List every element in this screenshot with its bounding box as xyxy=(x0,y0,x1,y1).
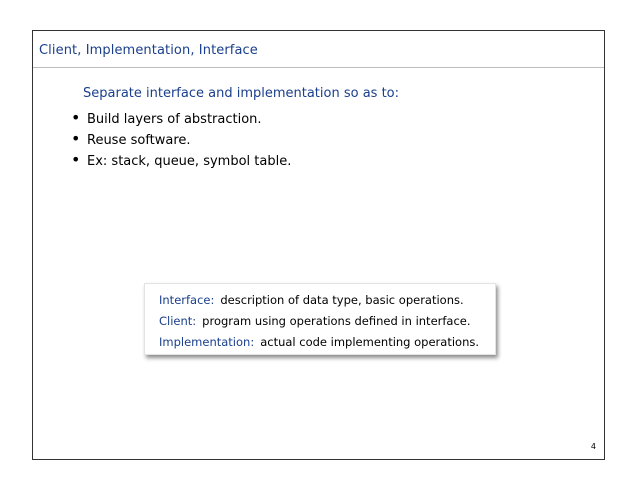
slide-title: Client, Implementation, Interface xyxy=(39,43,258,58)
page-number: 4 xyxy=(590,442,596,451)
slide xyxy=(32,30,605,460)
definition-text: description of data type, basic operations. xyxy=(220,293,464,307)
definition-term: Implementation: xyxy=(159,335,255,349)
definition-row xyxy=(159,290,495,311)
definitions-box xyxy=(144,283,496,355)
definition-text: program using operations defined in interface. xyxy=(202,314,471,328)
bullet-list xyxy=(71,107,291,170)
definition-term: Client: xyxy=(159,314,197,328)
definition-row xyxy=(159,332,495,353)
bullet-icon: • xyxy=(71,150,81,169)
bullet-text: Ex: stack, queue, symbol table. xyxy=(87,154,292,169)
list-item xyxy=(71,128,291,149)
list-item xyxy=(71,149,291,170)
definition-text: actual code implementing operations. xyxy=(260,335,480,349)
title-divider xyxy=(33,67,604,68)
bullet-icon: • xyxy=(71,129,81,148)
list-item xyxy=(71,107,291,128)
intro-text: Separate interface and implementation so as to: xyxy=(83,86,400,101)
bullet-text: Reuse software. xyxy=(87,133,191,148)
definition-row xyxy=(159,311,495,332)
bullet-text: Build layers of abstraction. xyxy=(87,112,262,127)
bullet-icon: • xyxy=(71,108,81,127)
definition-term: Interface: xyxy=(159,293,215,307)
